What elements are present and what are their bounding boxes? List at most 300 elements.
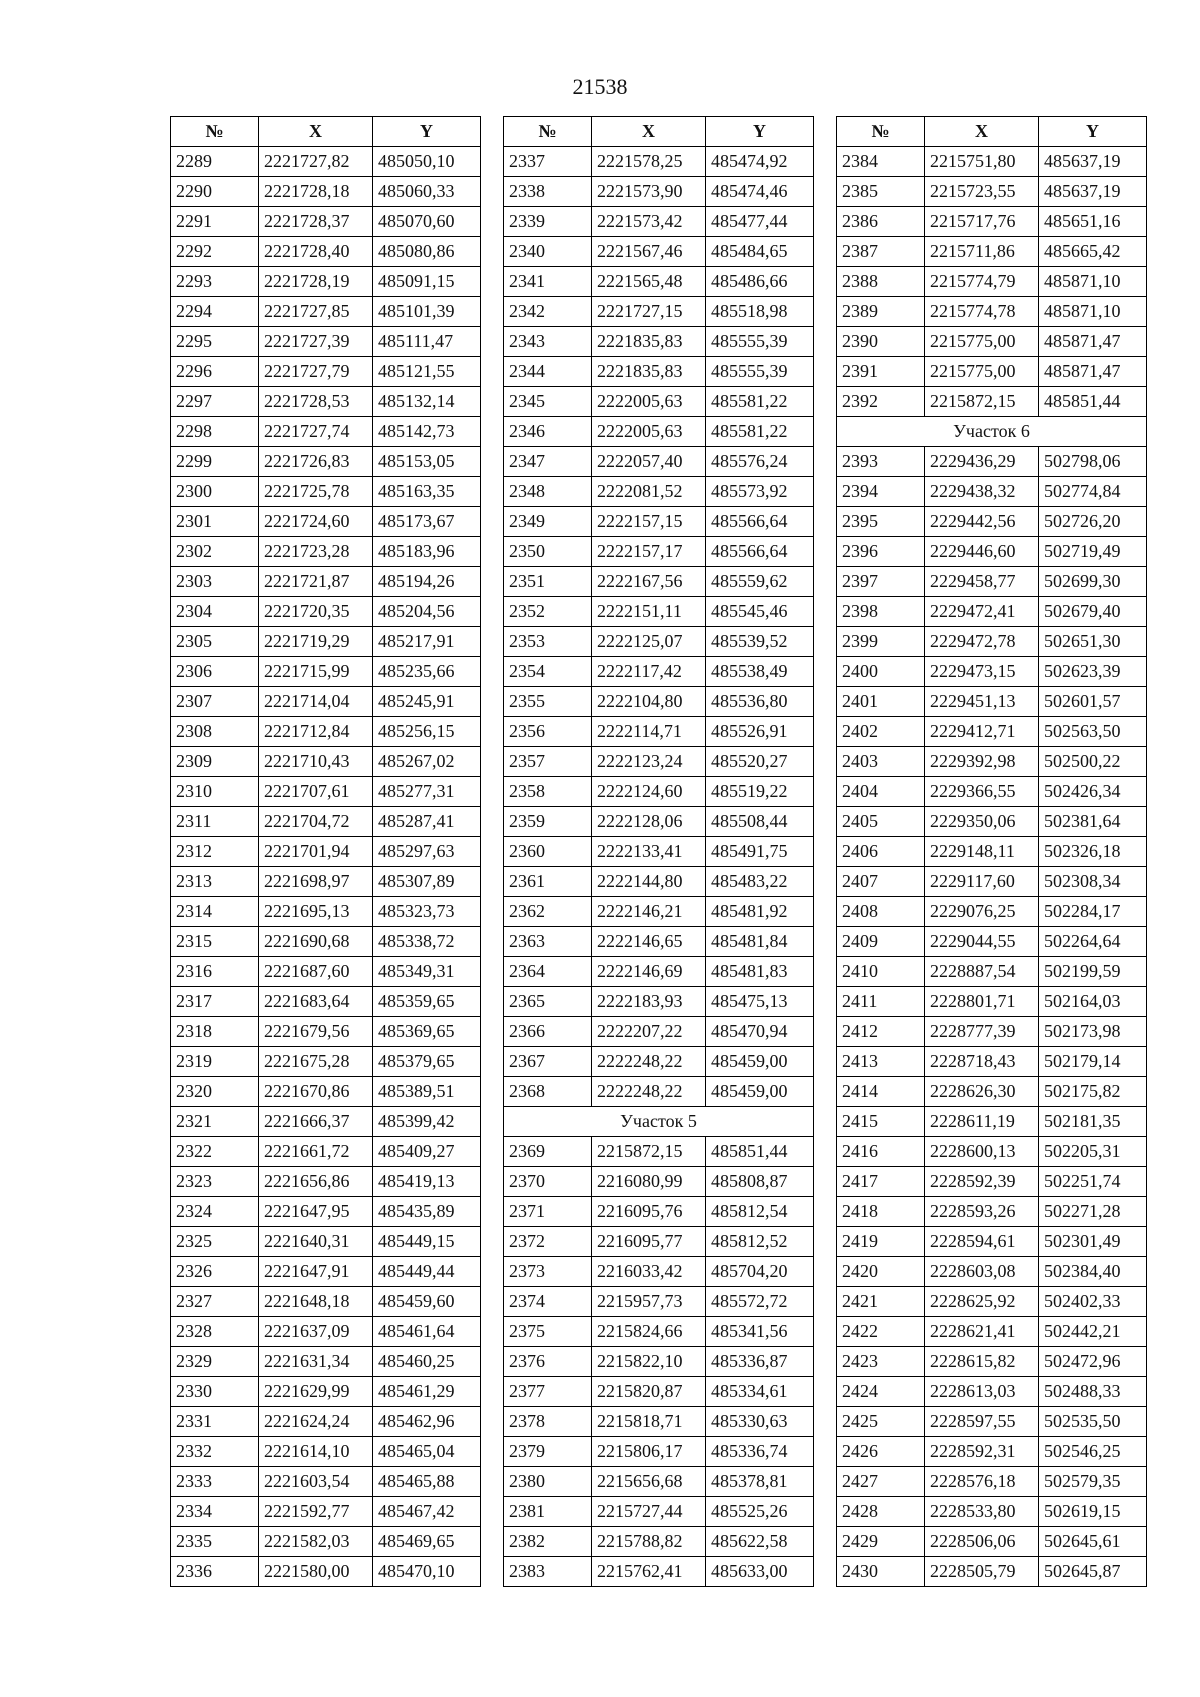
x-coordinate-cell: 2222146,69: [592, 957, 706, 987]
table-row: [837, 297, 1147, 327]
table-row: [171, 1017, 481, 1047]
section-row: [504, 1107, 814, 1137]
x-coordinate-cell: 2228593,26: [925, 1197, 1039, 1227]
y-coordinate-cell: 485871,10: [1039, 267, 1147, 297]
x-coordinate-cell: 2221573,42: [592, 207, 706, 237]
x-coordinate-cell: 2221648,18: [259, 1287, 373, 1317]
point-number-cell: 2315: [171, 927, 259, 957]
x-coordinate-cell: 2221727,74: [259, 417, 373, 447]
table-row: [837, 1047, 1147, 1077]
number-column-header: №: [171, 117, 259, 147]
table-row: [171, 1497, 481, 1527]
x-coordinate-cell: 2222157,15: [592, 507, 706, 537]
point-number-cell: 2301: [171, 507, 259, 537]
point-number-cell: 2370: [504, 1167, 592, 1197]
y-coordinate-cell: 502719,49: [1039, 537, 1147, 567]
y-coordinate-cell: 502402,33: [1039, 1287, 1147, 1317]
y-coordinate-cell: 502563,50: [1039, 717, 1147, 747]
table-row: [504, 1527, 814, 1557]
x-column-header: X: [592, 117, 706, 147]
x-coordinate-cell: 2221687,60: [259, 957, 373, 987]
x-coordinate-cell: 2222144,80: [592, 867, 706, 897]
y-coordinate-cell: 485378,81: [706, 1467, 814, 1497]
point-number-cell: 2354: [504, 657, 592, 687]
x-coordinate-cell: 2216095,76: [592, 1197, 706, 1227]
y-coordinate-cell: 502488,33: [1039, 1377, 1147, 1407]
x-coordinate-cell: 2221721,87: [259, 567, 373, 597]
table-row: [171, 1077, 481, 1107]
table-row: [504, 1377, 814, 1407]
table-row: [837, 837, 1147, 867]
y-coordinate-cell: 485334,61: [706, 1377, 814, 1407]
y-coordinate-cell: 485461,29: [373, 1377, 481, 1407]
y-coordinate-cell: 485483,22: [706, 867, 814, 897]
point-number-cell: 2350: [504, 537, 592, 567]
x-coordinate-cell: 2222146,65: [592, 927, 706, 957]
point-number-cell: 2334: [171, 1497, 259, 1527]
x-coordinate-cell: 2228625,92: [925, 1287, 1039, 1317]
y-coordinate-cell: 485508,44: [706, 807, 814, 837]
x-coordinate-cell: 2228533,80: [925, 1497, 1039, 1527]
point-number-cell: 2375: [504, 1317, 592, 1347]
point-number-cell: 2291: [171, 207, 259, 237]
point-number-cell: 2320: [171, 1077, 259, 1107]
table-row: [171, 957, 481, 987]
table-row: [504, 1197, 814, 1227]
y-coordinate-cell: 485070,60: [373, 207, 481, 237]
table-row: [837, 1077, 1147, 1107]
point-number-cell: 2397: [837, 567, 925, 597]
y-coordinate-cell: 485245,91: [373, 687, 481, 717]
table-row: [504, 1287, 814, 1317]
table-row: [171, 627, 481, 657]
y-coordinate-cell: 485484,65: [706, 237, 814, 267]
y-coordinate-cell: 485622,58: [706, 1527, 814, 1557]
table-row: [504, 267, 814, 297]
y-coordinate-cell: 502205,31: [1039, 1137, 1147, 1167]
x-coordinate-cell: 2229473,15: [925, 657, 1039, 687]
table-row: [837, 207, 1147, 237]
x-coordinate-cell: 2229350,06: [925, 807, 1039, 837]
y-coordinate-cell: 485399,42: [373, 1107, 481, 1137]
y-coordinate-cell: 485194,26: [373, 567, 481, 597]
y-coordinate-cell: 485572,72: [706, 1287, 814, 1317]
x-coordinate-cell: 2228613,03: [925, 1377, 1039, 1407]
point-number-cell: 2346: [504, 417, 592, 447]
x-coordinate-cell: 2222124,60: [592, 777, 706, 807]
point-number-cell: 2411: [837, 987, 925, 1017]
x-coordinate-cell: 2221624,24: [259, 1407, 373, 1437]
x-coordinate-cell: 2215762,41: [592, 1557, 706, 1587]
table-row: [837, 987, 1147, 1017]
x-coordinate-cell: 2221727,82: [259, 147, 373, 177]
x-coordinate-cell: 2228621,41: [925, 1317, 1039, 1347]
point-number-cell: 2399: [837, 627, 925, 657]
point-number-cell: 2312: [171, 837, 259, 867]
table-row: [837, 1557, 1147, 1587]
point-number-cell: 2376: [504, 1347, 592, 1377]
point-number-cell: 2299: [171, 447, 259, 477]
x-coordinate-cell: 2221704,72: [259, 807, 373, 837]
table-row: [837, 1497, 1147, 1527]
y-coordinate-cell: 485204,56: [373, 597, 481, 627]
point-number-cell: 2298: [171, 417, 259, 447]
point-number-cell: 2364: [504, 957, 592, 987]
y-coordinate-cell: 485526,91: [706, 717, 814, 747]
point-number-cell: 2429: [837, 1527, 925, 1557]
table-row: [837, 1137, 1147, 1167]
point-number-cell: 2409: [837, 927, 925, 957]
table-row: [837, 717, 1147, 747]
point-number-cell: 2323: [171, 1167, 259, 1197]
y-coordinate-cell: 502301,49: [1039, 1227, 1147, 1257]
point-number-cell: 2373: [504, 1257, 592, 1287]
y-coordinate-cell: 485121,55: [373, 357, 481, 387]
y-coordinate-cell: 502623,39: [1039, 657, 1147, 687]
table-row: [837, 927, 1147, 957]
y-coordinate-cell: 502175,82: [1039, 1077, 1147, 1107]
x-coordinate-cell: 2221647,91: [259, 1257, 373, 1287]
table-header-row: [171, 117, 481, 147]
x-coordinate-cell: 2221661,72: [259, 1137, 373, 1167]
y-coordinate-cell: 485060,33: [373, 177, 481, 207]
y-coordinate-cell: 485576,24: [706, 447, 814, 477]
y-coordinate-cell: 502384,40: [1039, 1257, 1147, 1287]
y-coordinate-cell: 485520,27: [706, 747, 814, 777]
table-row: [504, 1077, 814, 1107]
x-coordinate-cell: 2221565,48: [592, 267, 706, 297]
point-number-cell: 2424: [837, 1377, 925, 1407]
y-coordinate-cell: 485163,35: [373, 477, 481, 507]
y-coordinate-cell: 502601,57: [1039, 687, 1147, 717]
point-number-cell: 2318: [171, 1017, 259, 1047]
point-number-cell: 2369: [504, 1137, 592, 1167]
table-row: [504, 717, 814, 747]
x-coordinate-cell: 2228801,71: [925, 987, 1039, 1017]
table-row: [504, 1137, 814, 1167]
table-row: [504, 1437, 814, 1467]
point-number-cell: 2405: [837, 807, 925, 837]
point-number-cell: 2351: [504, 567, 592, 597]
x-coordinate-cell: 2228603,08: [925, 1257, 1039, 1287]
x-coordinate-cell: 2221573,90: [592, 177, 706, 207]
table-row: [504, 177, 814, 207]
table-row: [171, 447, 481, 477]
point-number-cell: 2425: [837, 1407, 925, 1437]
point-number-cell: 2327: [171, 1287, 259, 1317]
point-number-cell: 2404: [837, 777, 925, 807]
x-coordinate-cell: 2215751,80: [925, 147, 1039, 177]
x-coordinate-cell: 2229451,13: [925, 687, 1039, 717]
x-coordinate-cell: 2229446,60: [925, 537, 1039, 567]
x-column-header: X: [925, 117, 1039, 147]
coordinates-table-3: [836, 116, 1147, 1587]
y-coordinate-cell: 485525,26: [706, 1497, 814, 1527]
point-number-cell: 2379: [504, 1437, 592, 1467]
y-coordinate-cell: 485465,88: [373, 1467, 481, 1497]
table-row: [171, 687, 481, 717]
table-row: [504, 567, 814, 597]
table-row: [171, 1167, 481, 1197]
point-number-cell: 2426: [837, 1437, 925, 1467]
x-coordinate-cell: 2228777,39: [925, 1017, 1039, 1047]
point-number-cell: 2401: [837, 687, 925, 717]
y-coordinate-cell: 502645,87: [1039, 1557, 1147, 1587]
point-number-cell: 2305: [171, 627, 259, 657]
y-coordinate-cell: 485486,66: [706, 267, 814, 297]
point-number-cell: 2332: [171, 1437, 259, 1467]
point-number-cell: 2345: [504, 387, 592, 417]
table-row: [837, 1167, 1147, 1197]
x-coordinate-cell: 2221578,25: [592, 147, 706, 177]
y-coordinate-cell: 485277,31: [373, 777, 481, 807]
table-row: [504, 777, 814, 807]
x-coordinate-cell: 2221727,79: [259, 357, 373, 387]
x-coordinate-cell: 2221666,37: [259, 1107, 373, 1137]
x-coordinate-cell: 2215824,66: [592, 1317, 706, 1347]
x-coordinate-cell: 2229076,25: [925, 897, 1039, 927]
y-coordinate-cell: 485435,89: [373, 1197, 481, 1227]
point-number-cell: 2394: [837, 477, 925, 507]
point-number-cell: 2406: [837, 837, 925, 867]
x-coordinate-cell: 2221727,15: [592, 297, 706, 327]
table-row: [504, 927, 814, 957]
y-coordinate-cell: 485851,44: [1039, 387, 1147, 417]
x-coordinate-cell: 2215717,76: [925, 207, 1039, 237]
x-coordinate-cell: 2229392,98: [925, 747, 1039, 777]
table-row: [171, 1137, 481, 1167]
y-coordinate-cell: 485379,65: [373, 1047, 481, 1077]
table-row: [504, 1257, 814, 1287]
table-row: [171, 1347, 481, 1377]
x-coordinate-cell: 2215774,78: [925, 297, 1039, 327]
x-coordinate-cell: 2221690,68: [259, 927, 373, 957]
point-number-cell: 2343: [504, 327, 592, 357]
table-row: [837, 777, 1147, 807]
x-coordinate-cell: 2229436,29: [925, 447, 1039, 477]
table-row: [504, 807, 814, 837]
y-coordinate-cell: 485459,00: [706, 1077, 814, 1107]
table-row: [504, 747, 814, 777]
y-coordinate-cell: 485467,42: [373, 1497, 481, 1527]
x-coordinate-cell: 2221727,85: [259, 297, 373, 327]
table-row: [171, 987, 481, 1017]
point-number-cell: 2415: [837, 1107, 925, 1137]
table-row: [837, 537, 1147, 567]
y-coordinate-cell: 485341,56: [706, 1317, 814, 1347]
number-column-header: №: [837, 117, 925, 147]
y-coordinate-cell: 485545,46: [706, 597, 814, 627]
x-coordinate-cell: 2228506,06: [925, 1527, 1039, 1557]
y-coordinate-cell: 502284,17: [1039, 897, 1147, 927]
x-coordinate-cell: 2221701,94: [259, 837, 373, 867]
y-coordinate-cell: 485267,02: [373, 747, 481, 777]
section-row: [837, 417, 1147, 447]
y-coordinate-cell: 485359,65: [373, 987, 481, 1017]
y-coordinate-cell: 502179,14: [1039, 1047, 1147, 1077]
y-coordinate-cell: 485651,16: [1039, 207, 1147, 237]
x-coordinate-cell: 2229148,11: [925, 837, 1039, 867]
x-coordinate-cell: 2215806,17: [592, 1437, 706, 1467]
point-number-cell: 2410: [837, 957, 925, 987]
table-row: [504, 327, 814, 357]
y-coordinate-cell: 485419,13: [373, 1167, 481, 1197]
point-number-cell: 2385: [837, 177, 925, 207]
point-number-cell: 2310: [171, 777, 259, 807]
point-number-cell: 2400: [837, 657, 925, 687]
y-coordinate-cell: 485555,39: [706, 357, 814, 387]
x-coordinate-cell: 2228887,54: [925, 957, 1039, 987]
y-coordinate-cell: 485142,73: [373, 417, 481, 447]
x-coordinate-cell: 2221719,29: [259, 627, 373, 657]
y-coordinate-cell: 502173,98: [1039, 1017, 1147, 1047]
x-coordinate-cell: 2221715,99: [259, 657, 373, 687]
y-coordinate-cell: 485323,73: [373, 897, 481, 927]
x-coordinate-cell: 2221567,46: [592, 237, 706, 267]
x-coordinate-cell: 2221714,04: [259, 687, 373, 717]
table-row: [171, 777, 481, 807]
y-coordinate-cell: 485475,13: [706, 987, 814, 1017]
point-number-cell: 2329: [171, 1347, 259, 1377]
x-coordinate-cell: 2221679,56: [259, 1017, 373, 1047]
point-number-cell: 2306: [171, 657, 259, 687]
point-number-cell: 2374: [504, 1287, 592, 1317]
x-coordinate-cell: 2215818,71: [592, 1407, 706, 1437]
x-coordinate-cell: 2222005,63: [592, 417, 706, 447]
table-row: [504, 1407, 814, 1437]
table-row: [171, 927, 481, 957]
point-number-cell: 2322: [171, 1137, 259, 1167]
y-coordinate-cell: 485481,83: [706, 957, 814, 987]
point-number-cell: 2321: [171, 1107, 259, 1137]
point-number-cell: 2366: [504, 1017, 592, 1047]
point-number-cell: 2365: [504, 987, 592, 1017]
y-coordinate-cell: 485518,98: [706, 297, 814, 327]
table-row: [504, 1047, 814, 1077]
point-number-cell: 2393: [837, 447, 925, 477]
x-coordinate-cell: 2221726,83: [259, 447, 373, 477]
y-coordinate-cell: 485153,05: [373, 447, 481, 477]
x-coordinate-cell: 2221728,19: [259, 267, 373, 297]
y-coordinate-cell: 502326,18: [1039, 837, 1147, 867]
y-coordinate-cell: 502181,35: [1039, 1107, 1147, 1137]
table-row: [837, 327, 1147, 357]
y-coordinate-cell: 485461,64: [373, 1317, 481, 1347]
y-coordinate-cell: 502619,15: [1039, 1497, 1147, 1527]
x-coordinate-cell: 2222123,24: [592, 747, 706, 777]
table-header-row: [504, 117, 814, 147]
point-number-cell: 2302: [171, 537, 259, 567]
x-coordinate-cell: 2215775,00: [925, 327, 1039, 357]
y-coordinate-cell: 502546,25: [1039, 1437, 1147, 1467]
point-number-cell: 2402: [837, 717, 925, 747]
point-number-cell: 2341: [504, 267, 592, 297]
table-row: [837, 1527, 1147, 1557]
point-number-cell: 2398: [837, 597, 925, 627]
y-coordinate-cell: 502726,20: [1039, 507, 1147, 537]
point-number-cell: 2326: [171, 1257, 259, 1287]
point-number-cell: 2319: [171, 1047, 259, 1077]
table-row: [837, 867, 1147, 897]
x-coordinate-cell: 2222151,11: [592, 597, 706, 627]
y-coordinate-cell: 502535,50: [1039, 1407, 1147, 1437]
table-row: [504, 237, 814, 267]
table-row: [837, 147, 1147, 177]
y-coordinate-cell: 485183,96: [373, 537, 481, 567]
table-row: [504, 657, 814, 687]
x-coordinate-cell: 2221720,35: [259, 597, 373, 627]
point-number-cell: 2358: [504, 777, 592, 807]
point-number-cell: 2422: [837, 1317, 925, 1347]
point-number-cell: 2336: [171, 1557, 259, 1587]
y-coordinate-cell: 485581,22: [706, 387, 814, 417]
y-coordinate-cell: 485637,19: [1039, 147, 1147, 177]
table-row: [504, 1227, 814, 1257]
table-row: [837, 177, 1147, 207]
x-coordinate-cell: 2228597,55: [925, 1407, 1039, 1437]
x-coordinate-cell: 2216080,99: [592, 1167, 706, 1197]
x-coordinate-cell: 2228615,82: [925, 1347, 1039, 1377]
table-row: [837, 357, 1147, 387]
table-row: [504, 897, 814, 927]
y-coordinate-cell: 502651,30: [1039, 627, 1147, 657]
table-row: [837, 687, 1147, 717]
x-coordinate-cell: 2222125,07: [592, 627, 706, 657]
point-number-cell: 2335: [171, 1527, 259, 1557]
y-coordinate-cell: 485491,75: [706, 837, 814, 867]
x-coordinate-cell: 2221580,00: [259, 1557, 373, 1587]
point-number-cell: 2388: [837, 267, 925, 297]
point-number-cell: 2316: [171, 957, 259, 987]
y-coordinate-cell: 485566,64: [706, 507, 814, 537]
y-coordinate-cell: 502264,64: [1039, 927, 1147, 957]
table-row: [171, 747, 481, 777]
x-coordinate-cell: 2228626,30: [925, 1077, 1039, 1107]
y-coordinate-cell: 485470,10: [373, 1557, 481, 1587]
table-row: [837, 1467, 1147, 1497]
point-number-cell: 2362: [504, 897, 592, 927]
table-row: [504, 1467, 814, 1497]
point-number-cell: 2296: [171, 357, 259, 387]
y-coordinate-cell: 485808,87: [706, 1167, 814, 1197]
x-coordinate-cell: 2228718,43: [925, 1047, 1039, 1077]
x-coordinate-cell: 2221637,09: [259, 1317, 373, 1347]
point-number-cell: 2386: [837, 207, 925, 237]
table-row: [171, 507, 481, 537]
x-coordinate-cell: 2221603,54: [259, 1467, 373, 1497]
table-row: [171, 417, 481, 447]
x-coordinate-cell: 2222157,17: [592, 537, 706, 567]
x-coordinate-cell: 2215775,00: [925, 357, 1039, 387]
point-number-cell: 2339: [504, 207, 592, 237]
point-number-cell: 2423: [837, 1347, 925, 1377]
table-row: [171, 147, 481, 177]
point-number-cell: 2430: [837, 1557, 925, 1587]
x-coordinate-cell: 2222183,93: [592, 987, 706, 1017]
table-row: [837, 957, 1147, 987]
table-row: [171, 237, 481, 267]
y-coordinate-cell: 485465,04: [373, 1437, 481, 1467]
table-row: [504, 837, 814, 867]
y-coordinate-cell: 485481,84: [706, 927, 814, 957]
table-row: [837, 1377, 1147, 1407]
point-number-cell: 2313: [171, 867, 259, 897]
table-row: [504, 357, 814, 387]
table-row: [837, 1407, 1147, 1437]
x-column-header: X: [259, 117, 373, 147]
point-number-cell: 2348: [504, 477, 592, 507]
y-coordinate-cell: 485871,47: [1039, 327, 1147, 357]
